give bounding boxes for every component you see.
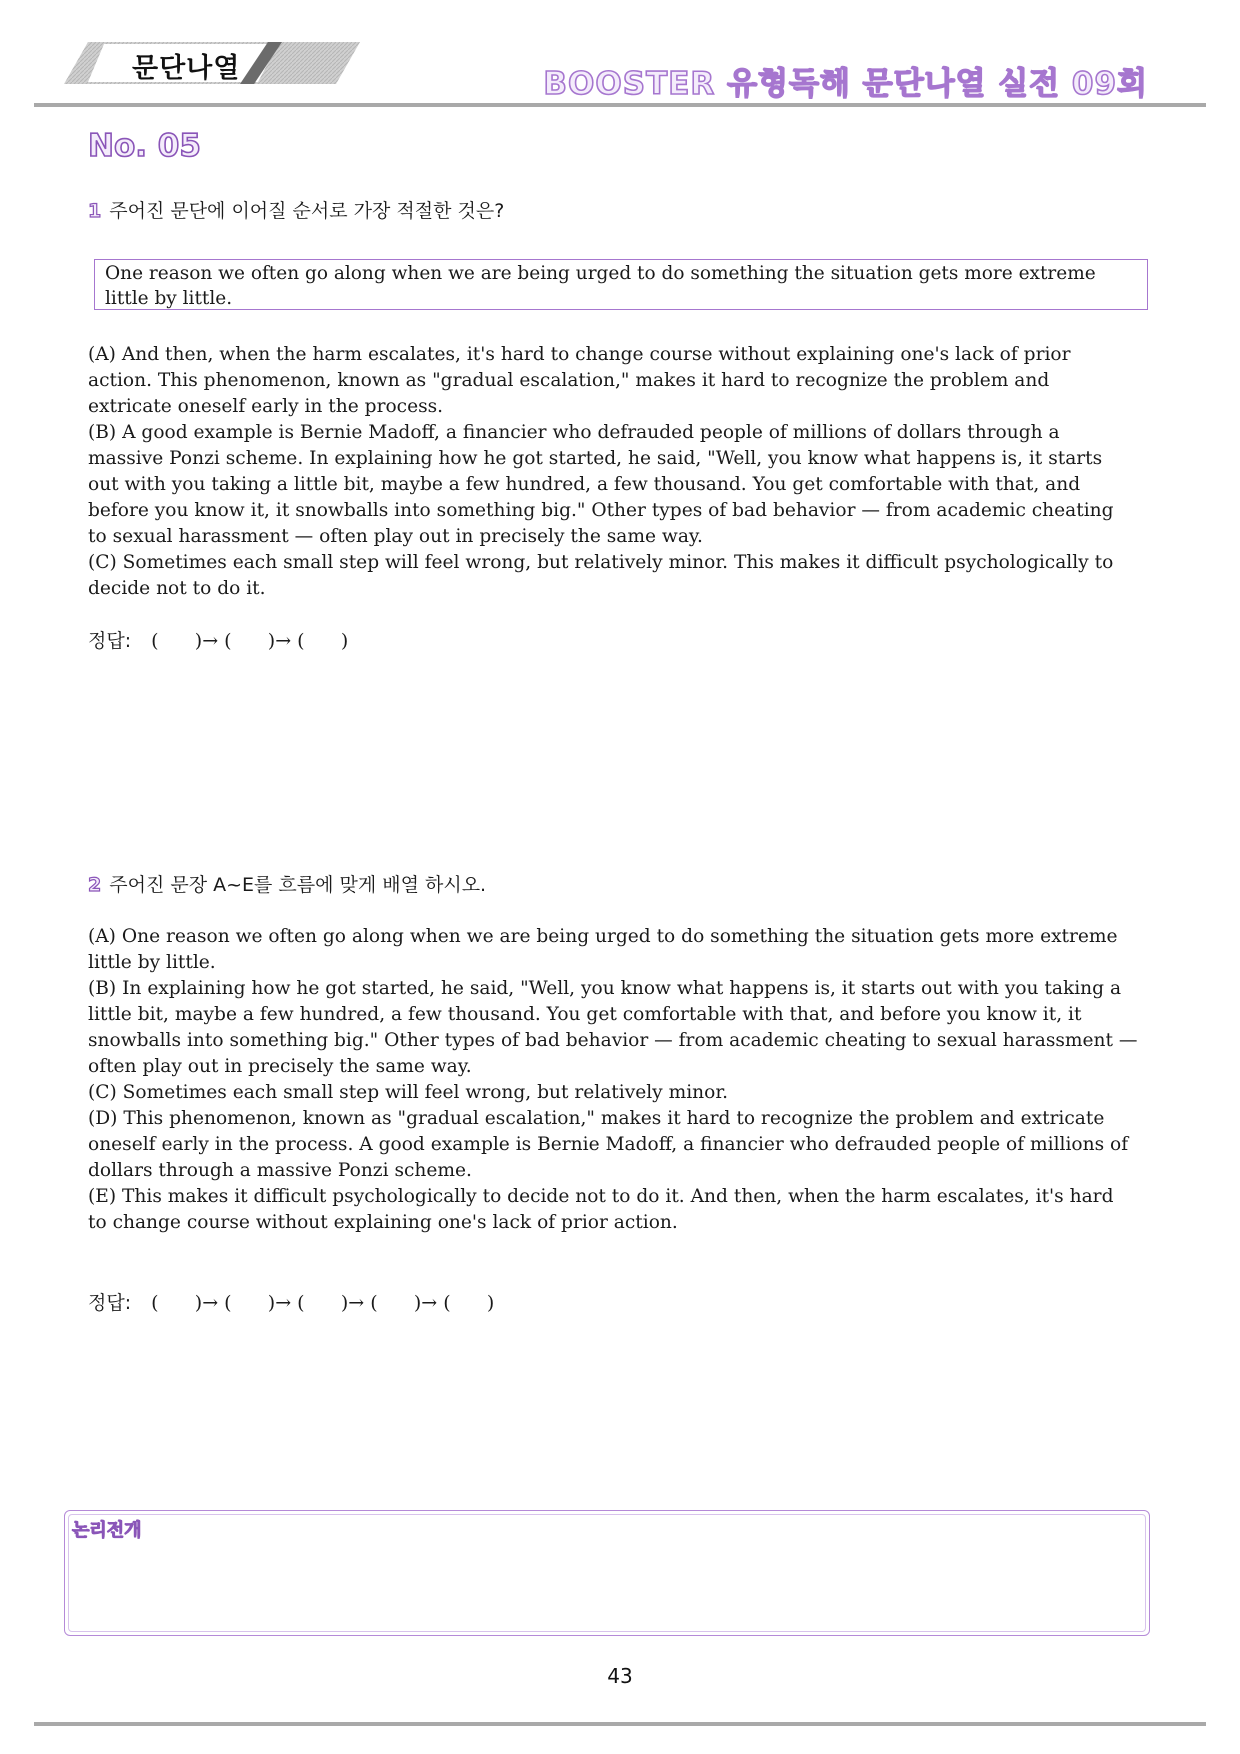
paragraph-c: (C) Sometimes each small step will feel wrong, but relatively minor. This makes it difficult psychologically to decide not to do it. (88, 552, 1114, 599)
question-2-number: 2 (88, 874, 102, 896)
notes-box-inner-border (68, 1514, 1146, 1632)
question-2-prompt: 주어진 문장 A~E를 흐름에 맞게 배열 하시오. (109, 874, 487, 896)
answer-label: 정답: (88, 1292, 132, 1314)
sentence-b: (B) In explaining how he got started, he said, "Well, you know what happens is, it starts out with you taking a little bit, maybe a few hundred, a few thousand. You get comfortable with that, and before you know it, it snowballs into something big." Other types of bad behavior — from academic cheating to sexual harassment — often play out in precisely the same way. (88, 978, 1138, 1077)
paragraph-b: (B) A good example is Bernie Madoff, a financier who defrauded people of millions of dollars through a massive Ponzi scheme. In explaining how he got started, he said, "Well, you know what happens is, it starts out with you taking a little bit, maybe a few hundred, a few thousand. You get comfortable with that, and before you know it, it snowballs into something big." Other types of bad behavior — from academic cheating to sexual harassment — often play out in precisely the same way. (88, 422, 1114, 547)
question-2-answer (88, 1288, 494, 1315)
answer-label: 정답: (88, 630, 132, 652)
answer-blanks[interactable]: ( )→ ( )→ ( ) (151, 630, 349, 652)
page-number: 43 (607, 1664, 633, 1688)
answer-blanks[interactable]: ( )→ ( )→ ( )→ ( )→ ( ) (151, 1292, 495, 1314)
question-2-sentences (88, 924, 1138, 1236)
given-paragraph-box: One reason we often go along when we are being urged to do something the situation gets more extreme little by little. (94, 259, 1148, 310)
question-1-prompt: 주어진 문단에 이어질 순서로 가장 적절한 것은? (109, 200, 505, 222)
footer-divider (34, 1722, 1206, 1726)
sentence-e: (E) This makes it difficult psychologically to decide not to do it. And then, when the harm escalates, it's hard to change course without explaining one's lack of prior action. (88, 1186, 1114, 1233)
paragraph-a: (A) And then, when the harm escalates, it's hard to change course without explaining one's lack of prior action. This phenomenon, known as "gradual escalation," makes it hard to recognize the problem and extricate oneself early in the process. (88, 344, 1071, 417)
question-1-answer (88, 626, 348, 653)
question-1-title (88, 196, 504, 223)
question-2-title (88, 870, 486, 897)
sentence-d: (D) This phenomenon, known as "gradual escalation," makes it hard to recognize the problem and extricate oneself early in the process. A good example is Bernie Madoff, a financier who defrauded people of millions of dollars through a massive Ponzi scheme. (88, 1108, 1129, 1181)
section-tab-label: 문단나열 (132, 53, 241, 84)
question-1-passage (88, 342, 1138, 602)
notes-label: 논리전개 (72, 1520, 142, 1541)
problem-number: No. 05 (88, 128, 201, 164)
header-divider (34, 103, 1206, 107)
sentence-c: (C) Sometimes each small step will feel wrong, but relatively minor. (88, 1082, 729, 1103)
series-title: BOOSTER 유형독해 문단나열 실전 09회 (543, 66, 1148, 102)
question-1-number: 1 (88, 200, 102, 222)
sentence-a: (A) One reason we often go along when we are being urged to do something the situation gets more extreme little by little. (88, 926, 1118, 973)
